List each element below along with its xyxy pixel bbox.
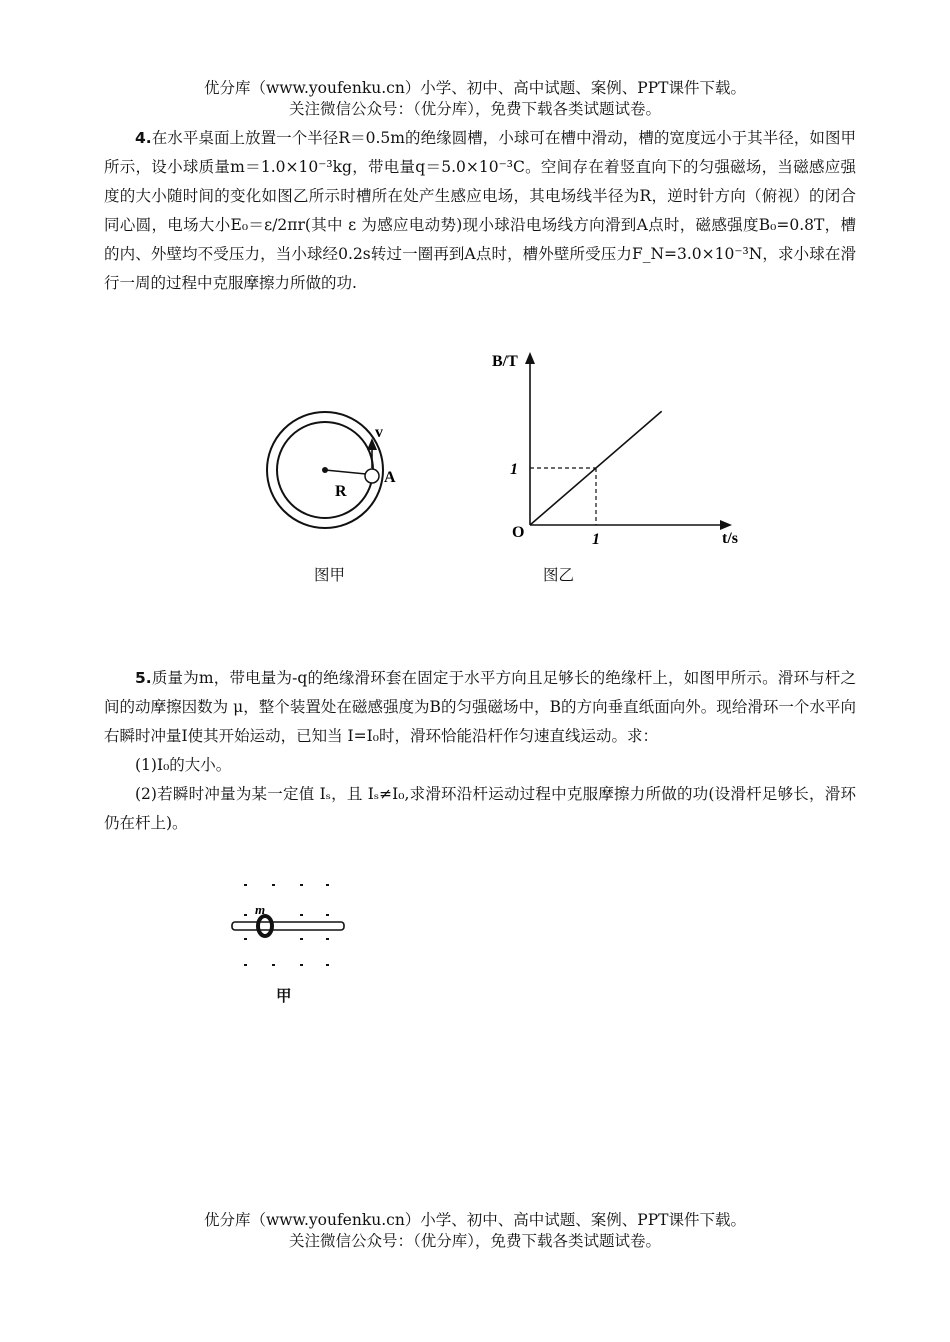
question-4-number: 4. bbox=[135, 129, 152, 147]
header-line-2: 关注微信公众号：（优分库），免费下载各类试题试卷。 bbox=[288, 100, 661, 118]
ball-a bbox=[365, 469, 379, 483]
figure-a-groove bbox=[255, 410, 415, 560]
header-line-1: 优分库（www.youfenku.cn）小学、初中、高中试题、案例、PPT课件下载。 bbox=[203, 79, 747, 97]
x-axis-label: t/s bbox=[722, 530, 738, 547]
series-line-B bbox=[530, 411, 662, 525]
question-5 bbox=[104, 664, 856, 838]
y-tick-label: 1 bbox=[510, 461, 518, 478]
origin-label: O bbox=[512, 524, 525, 541]
label-v: v bbox=[375, 424, 383, 441]
footer-line-2: 关注微信公众号：（优分库），免费下载各类试题试卷。 bbox=[288, 1232, 661, 1250]
question-5-text: 质量为m，带电量为-q的绝缘滑环套在固定于水平方向且足够长的绝缘杆上，如图甲所示。滑环与杆之间的动摩擦因数为 μ，整个装置处在磁感强度为B的匀强磁场中，B的方向垂直纸面向外。现给滑环一个水平向右瞬时冲量I使其开始运动，已知当 I=I₀时，滑环恰能沿杆作匀速直线运动。求： bbox=[104, 669, 856, 745]
radius-line bbox=[325, 470, 366, 474]
question-5-item-2: (2)若瞬时冲量为某一定值 Iₛ，且 Iₛ≠I₀,求滑环沿杆运动过程中克服摩擦力所做的功(设滑杆足够长，滑环仍在杆上)。 bbox=[104, 785, 856, 832]
question-5-number: 5. bbox=[135, 669, 152, 687]
figure-a-caption: 图甲 bbox=[314, 566, 346, 584]
label-R: R bbox=[335, 483, 347, 500]
insulating-rod bbox=[232, 922, 344, 930]
page-footer bbox=[0, 1210, 950, 1252]
x-tick-label: 1 bbox=[592, 531, 600, 548]
question-4-text: 在水平桌面上放置一个半径R＝0.5m的绝缘圆槽，小球可在槽中滑动，槽的宽度远小于其半径，如图甲所示，设小球质量m＝1.0×10⁻³kg，带电量q＝5.0×10⁻³C。空间存在着竖直向下的匀强磁场，当磁感应强度的大小随时间的变化如图乙所示时槽所在处产生感应电场，其电场线半径为R，逆时针方向（俯视）的闭合同心圆，电场大小E₀＝ε/2πr(其中 ε 为感应电动势)现小球沿电场线方向滑到A点时，磁感强度B₀=0.8T，槽的内、外壁均不受压力，当小球经0.2s转过一圈再到A点时，槽外壁所受压力F_N=3.0×10⁻³N，求小球在滑行一周的过程中克服摩擦力所做的功. bbox=[104, 129, 856, 292]
y-axis-arrow bbox=[525, 352, 535, 364]
x-axis-arrow bbox=[720, 520, 732, 530]
page-header bbox=[0, 78, 950, 120]
y-axis-label: B/T bbox=[492, 353, 518, 370]
mass-label: m bbox=[255, 902, 266, 917]
footer-line-1: 优分库（www.youfenku.cn）小学、初中、高中试题、案例、PPT课件下载。 bbox=[203, 1211, 747, 1229]
figure-b-caption: 图乙 bbox=[543, 566, 575, 584]
figure-ring-caption: 甲 bbox=[276, 986, 292, 1005]
label-A: A bbox=[384, 469, 396, 486]
question-4 bbox=[104, 124, 856, 298]
figure-ring-rod bbox=[228, 878, 358, 978]
question-5-item-1: (1)I₀的大小。 bbox=[135, 756, 232, 774]
figure-b-chart bbox=[490, 350, 750, 550]
